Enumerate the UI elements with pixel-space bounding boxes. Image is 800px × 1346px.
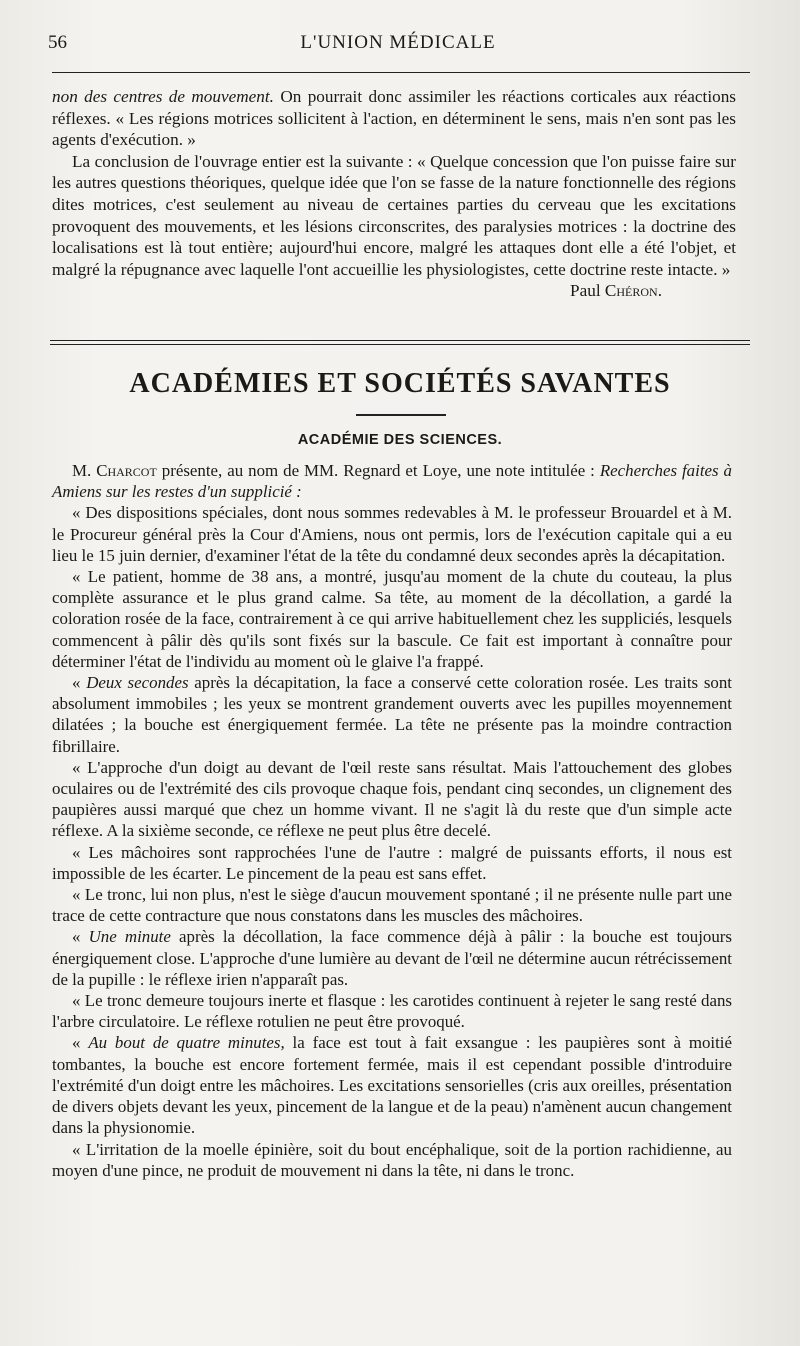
- section-title: ACADÉMIES ET SOCIÉTÉS SAVANTES: [129, 368, 671, 399]
- paragraph-text: On pourrait donc assimiler les réactions corticales aux réactions réflexes. « Les régions motrices sollicitent à l'action, en déterminent le sens, mais n'en sont pas les agents d'exécution. »: [52, 87, 736, 150]
- paragraph: « Au bout de quatre minutes, la face est tout à fait exsangue : les paupières sont à moitié tombantes, la bouche est encore fortement fermée, mais il est cependant possible d'introduire l'extrémité d'un doigt entre les mâchoires. Les excitations sensorielles (cris aux oreilles, présentation de divers objets devant les yeux, pincement de la langue et de la peau) n'amènent aucun changement dans la physionomie.: [52, 1033, 732, 1138]
- paragraph: « Le patient, homme de 38 ans, a montré, jusqu'au moment de la chute du couteau, la plus complète assurance et le plus grand calme. Sa tête, au moment de la décollation, a gardé la coloration rosée de la face, contrairement à ce qui arrive habituellement chez les suppliciés, lesquels commencent à pâlir dès qu'ils sont fixés sur la bascule. Ce fait est important à connaître pour déterminer l'état de l'individu au moment où le glaive l'a frappé.: [52, 567, 732, 671]
- author-signature: Paul Chéron.: [570, 281, 662, 301]
- paragraph: « Les mâchoires sont rapprochées l'une de l'autre : malgré de puissants efforts, il nous est impossible de les écarter. Le pincement de la peau est sans effet.: [52, 842, 732, 883]
- page-header: [48, 28, 748, 58]
- paragraph: « Une minute après la décollation, la face commence déjà à pâlir : la bouche est toujours énergiquement close. L'approche d'une lumière au devant de l'œil ne détermine aucun rétrécissement de la pupille : le réflexe irien n'apparaît pas.: [52, 927, 732, 989]
- running-title: L'UNION MÉDICALE: [300, 32, 496, 53]
- article-body: [52, 460, 732, 1181]
- paragraph: « Le tronc demeure toujours inerte et flasque : les carotides continuent à rejeter le sang resté dans l'arbre circulatoire. Le réflexe rotulien ne peut être provoqué.: [52, 991, 732, 1032]
- paragraph: « Deux secondes après la décapitation, la face a conservé cette coloration rosée. Les traits sont absolument immobiles ; les yeux se montrent grandement ouverts avec les pupilles moyennement dilatées ; la bouche est énergiquement fermée. La tête ne présente pas la moindre contraction fibrillaire.: [52, 673, 732, 756]
- paragraph: « Des dispositions spéciales, dont nous sommes redevables à M. le professeur Brouardel et à M. le Procureur général près la Cour d'Amiens, nous ont permis, lors de l'exécution capitale qui a eu lieu le 15 juin dernier, d'examiner l'état de la tête du condamné deux secondes après la décapitation.: [52, 503, 732, 565]
- note-title: Recherches faites à Amiens sur les restes d'un supplicié :: [52, 461, 732, 502]
- paragraph: La conclusion de l'ouvrage entier est la suivante : « Quelque concession que l'on puisse faire sur les autres questions théoriques, quelque idée que l'on se fasse de la nature fonctionnelle des régions dites motrices, c'est seulement au niveau de certaines parties du cerveau que les excitations provoquent des mouvements, et les lésions circonscrites, des paralysies motrices : la doctrine des localisations est là tout entière; aujourd'hui encore, malgré les attaques dont elle a été l'objet, et malgré la répugnance avec laquelle l'ont accueillie les physiologistes, cette doctrine reste intacte. »: [52, 151, 736, 279]
- section-divider: [50, 340, 750, 345]
- page-number: 56: [48, 32, 67, 53]
- paragraph: « Le tronc, lui non plus, n'est le siège d'aucun mouvement spontané ; il ne présente nulle part une trace de cette contracture que nous constatons dans les muscles des mâchoires.: [52, 885, 732, 926]
- paragraph: « L'approche d'un doigt au devant de l'œil reste sans résultat. Mais l'attouchement des globes oculaires ou de l'extrémité des cils provoque chaque fois, pendant cinq secondes, un clignement des paupières aussi marqué que chez un homme vivant. Il ne s'agit là du reste que d'un simple acte réflexe. A la sixième seconde, ce réflexe ne peut plus être decelé.: [52, 757, 732, 841]
- header-rule: [52, 72, 750, 73]
- title-underline: [356, 414, 446, 416]
- italic-phrase: non des centres de mouvement.: [52, 87, 274, 106]
- paragraph: [52, 86, 736, 151]
- preceding-article-end: [52, 86, 736, 302]
- author-name: Charcot: [96, 461, 157, 480]
- subsection-title: ACADÉMIE DES SCIENCES.: [297, 432, 503, 448]
- paragraph: M. Charcot présente, au nom de MM. Regnard et Loye, une note intitulée : Recherches faites à Amiens sur les restes d'un supplicié :: [52, 461, 732, 502]
- paragraph: « L'irritation de la moelle épinière, soit du bout encéphalique, soit de la portion rachidienne, au moyen d'une pince, ne produit de mouvement ni dans la tête, ni dans le tronc.: [52, 1139, 732, 1180]
